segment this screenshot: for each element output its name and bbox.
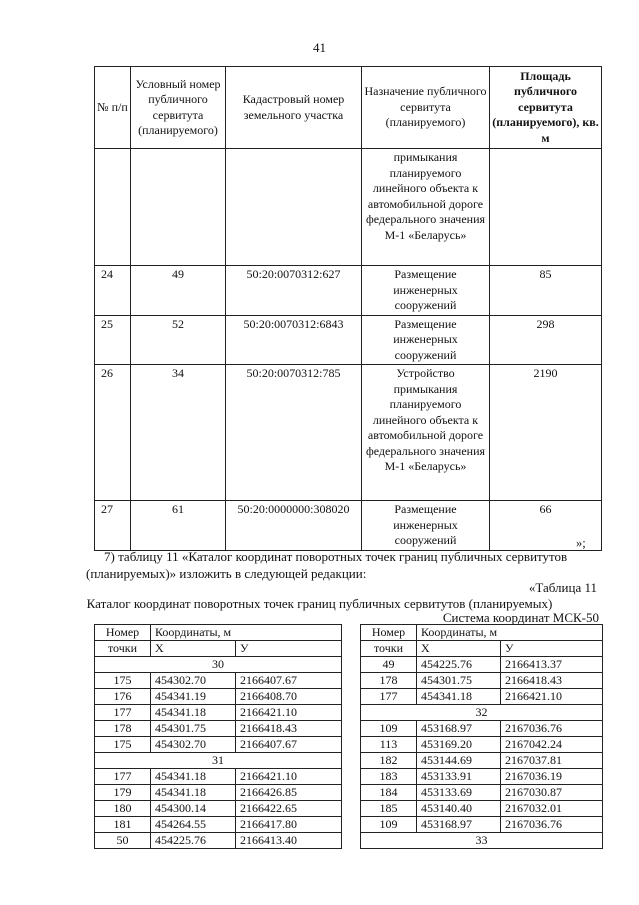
table-row [361,721,603,737]
table-row [95,737,342,753]
cell-y: 2166422.65 [236,801,342,817]
cell-empty [226,149,362,266]
header-x: X [151,641,236,657]
cell-x: 454301.75 [417,673,501,689]
cell-x: 454302.70 [151,673,236,689]
header-area: Площадь публичного сервитута (планируемого), кв. м [490,67,602,149]
cell-y: 2166408.70 [236,689,342,705]
table-row [95,266,602,316]
cell-point: 109 [361,817,417,833]
cell-purpose: примыкания планируемого линейного объекта к автомобильной дороге федерального значения М-1 «Беларусь» [362,149,490,266]
cell-point: 175 [95,737,151,753]
cell-y: 2166421.10 [236,705,342,721]
cell-num: 26 [95,365,131,501]
cell-x: 453133.91 [417,769,501,785]
cell-conditional-number: 49 [131,266,226,316]
cell-x: 454341.18 [417,689,501,705]
cell-x: 453133.69 [417,785,501,801]
cell-cadastral-number: 50:20:0000000:308020 [226,501,362,551]
cell-x: 453168.97 [417,817,501,833]
cell-y: 2167036.76 [501,817,603,833]
table-row [95,817,342,833]
cell-point: 175 [95,673,151,689]
cell-point: 177 [95,705,151,721]
table-row [95,705,342,721]
table-row [95,501,602,551]
table-row-continuation [95,149,602,266]
header-coordinates: Координаты, м [151,625,342,641]
cell-purpose: Размещение инженерных сооружений [362,501,490,551]
cell-point: 179 [95,785,151,801]
cell-y: 2166421.10 [236,769,342,785]
cell-num: 27 [95,501,131,551]
cell-purpose: Размещение инженерных сооружений [362,315,490,365]
coordinate-system-label: Система координат МСК-50 [442,610,599,625]
cell-y: 2166426.85 [236,785,342,801]
cell-y: 2166413.37 [501,657,603,673]
coord-header-row [95,641,342,657]
page-number: 41 [313,40,326,55]
cell-y: 2167037.81 [501,753,603,769]
cell-point: 177 [95,769,151,785]
coordinate-table-right [360,624,603,849]
cell-x: 454225.76 [151,833,236,849]
cell-point: 49 [361,657,417,673]
table-row [95,315,602,365]
cell-x: 454301.75 [151,721,236,737]
group-row [95,657,342,673]
cell-y: 2166418.43 [236,721,342,737]
cell-empty [490,149,602,266]
table-11-caption: Каталог координат поворотных точек границ публичных сервитутов (планируемых) [86,596,553,611]
header-point-number: точки [95,641,151,657]
coordinate-table-left [94,624,342,849]
group-label: 30 [95,657,342,673]
group-label: 32 [361,705,603,721]
cell-empty [131,149,226,266]
cell-cadastral-number: 50:20:0070312:785 [226,365,362,501]
closing-quote-mark: »; [576,536,586,550]
cell-y: 2167042.24 [501,737,603,753]
cell-point: 177 [361,689,417,705]
cell-area: 85 [490,266,602,316]
table-row [361,737,603,753]
header-num: № п/п [95,67,131,149]
cell-area: 66 [490,501,602,551]
cell-x: 454302.70 [151,737,236,753]
cell-point: 109 [361,721,417,737]
cell-y: 2167032.01 [501,801,603,817]
cell-y: 2166417.80 [236,817,342,833]
cell-point: 50 [95,833,151,849]
table-row [361,785,603,801]
cell-num: 25 [95,315,131,365]
cell-conditional-number: 52 [131,315,226,365]
cell-num: 24 [95,266,131,316]
cell-purpose: Размещение инженерных сооружений [362,266,490,316]
servitude-table-header [95,67,602,149]
group-row [361,705,603,721]
cell-x: 454264.55 [151,817,236,833]
cell-x: 453168.97 [417,721,501,737]
table-row [361,657,603,673]
cell-purpose: Устройство примыкания планируемого линейного объекта к автомобильной дороге федерального значения М-1 «Беларусь» [362,365,490,501]
group-row [361,833,603,849]
cell-point: 184 [361,785,417,801]
servitude-table [94,66,602,551]
header-conditional-number: Условный номер публичного сервитута (планируемого) [131,67,226,149]
cell-point: 178 [361,673,417,689]
cell-point: 185 [361,801,417,817]
table-row [361,801,603,817]
table-row [95,785,342,801]
table-row [95,769,342,785]
cell-conditional-number: 34 [131,365,226,501]
cell-area: 2190 [490,365,602,501]
cell-x: 454341.18 [151,769,236,785]
cell-y: 2166418.43 [501,673,603,689]
table-row [95,689,342,705]
cell-x: 453169.20 [417,737,501,753]
header-y: У [236,641,342,657]
header-point-number: точки [361,641,417,657]
cell-x: 454300.14 [151,801,236,817]
cell-point: 113 [361,737,417,753]
coord-header-row [361,641,603,657]
cell-point: 178 [95,721,151,737]
table-row [361,673,603,689]
header-cadastral-number: Кадастровый номер земельного участка [226,67,362,149]
cell-x: 454225.76 [417,657,501,673]
group-label: 31 [95,753,342,769]
cell-y: 2166413.40 [236,833,342,849]
coord-header-row [361,625,603,641]
cell-point: 181 [95,817,151,833]
cell-x: 454341.19 [151,689,236,705]
cell-empty [95,149,131,266]
cell-y: 2167030.87 [501,785,603,801]
cell-x: 453144.69 [417,753,501,769]
cell-cadastral-number: 50:20:0070312:6843 [226,315,362,365]
table-row [95,833,342,849]
cell-cadastral-number: 50:20:0070312:627 [226,266,362,316]
table-row [95,721,342,737]
header-x: X [417,641,501,657]
table-11-label: «Таблица 11 [528,580,597,595]
cell-y: 2167036.76 [501,721,603,737]
table-row [361,753,603,769]
table-row [95,801,342,817]
cell-point: 182 [361,753,417,769]
header-point-number: Номер [361,625,417,641]
group-row [95,753,342,769]
amendment-paragraph: 7) таблицу 11 «Каталог координат поворотных точек границ публичных сервитутов (планируемых)» изложить в следующей редакции: [86,549,568,581]
cell-x: 454341.18 [151,785,236,801]
header-purpose: Назначение публичного сервитута (планируемого) [362,67,490,149]
group-label: 33 [361,833,603,849]
table-row [361,769,603,785]
cell-y: 2166407.67 [236,737,342,753]
cell-point: 183 [361,769,417,785]
table-row [361,689,603,705]
table-row [361,817,603,833]
header-y: У [501,641,603,657]
table-row [95,673,342,689]
header-point-number: Номер [95,625,151,641]
coord-header-row [95,625,342,641]
cell-x: 453140.40 [417,801,501,817]
cell-point: 180 [95,801,151,817]
cell-conditional-number: 61 [131,501,226,551]
table-row [95,365,602,501]
cell-point: 176 [95,689,151,705]
cell-area: 298 [490,315,602,365]
cell-y: 2166407.67 [236,673,342,689]
header-coordinates: Координаты, м [417,625,603,641]
cell-y: 2166421.10 [501,689,603,705]
cell-x: 454341.18 [151,705,236,721]
cell-y: 2167036.19 [501,769,603,785]
